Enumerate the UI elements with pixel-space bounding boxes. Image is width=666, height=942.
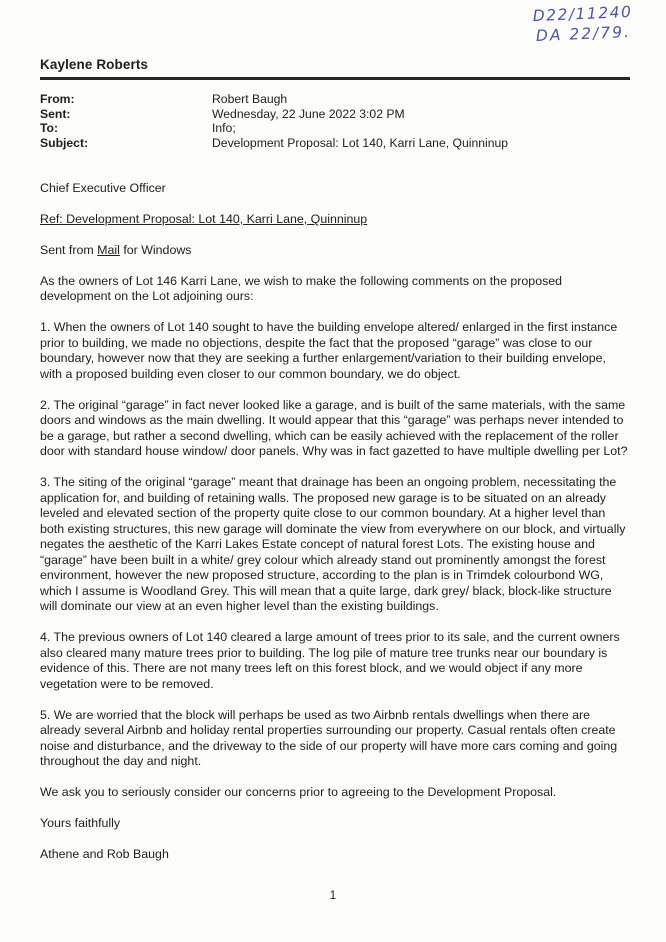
sent-from-prefix: Sent from: [40, 242, 98, 257]
to-value: Info;: [212, 121, 236, 136]
paragraph-point-1: 1. When the owners of Lot 140 sought to have the building envelope altered/ enlarged in the first instance prior to building, we made no objections, despite the fact that the proposed “garage” was close to our boundary, however now that they are seeking a further enlargement/variation to their building envelope, with a proposed building even closer to our common boundary, we do object.: [40, 320, 618, 381]
to-label: To:: [40, 121, 59, 136]
paragraph-point-4: 4. The previous owners of Lot 140 cleared a large amount of trees prior to its sale, and the current owners also cleared many mature trees prior to building. The log pile of mature tree trunks near our boundary is evidence of this. There are not many trees left on this forest block, and we would object if any more vegetation were to be removed.: [40, 630, 620, 691]
sent-from-line: [40, 243, 630, 259]
paragraph-point-3: 3. The siting of the original “garage” meant that drainage has been an ongoing problem, necessitating the application for, and building of retaining walls. The proposed new garage is to be situated on an already leveled and elevated section of the property quite close to our common boundary. At a higher level than both existing structures, this new garage will dominate the view from everywhere on our block, and virtually negates the aesthetic of the Karri Lakes Estate concept of natural forest Lots. The existing house and “garage” have been built in a white/ grey colour which already stand out prominently amongst the forest environment, however the new proposed structure, according to the plan is in Trimdek colourbond WG, which I assume is Woodland Grey. This will mean that a quite large, dark grey/ black, block-like structure will dominate our view at an even higher level than the existing buildings.: [40, 475, 626, 614]
closing: Yours faithfully: [40, 816, 121, 831]
salutation: Chief Executive Officer: [40, 180, 166, 195]
signature: Athene and Rob Baugh: [40, 847, 169, 862]
handwritten-reference-line2: DA 22/79.: [535, 22, 632, 46]
from-label: From:: [40, 92, 75, 106]
email-header-row-sent: [40, 107, 630, 122]
paragraph-intro: As the owners of Lot 146 Karri Lane, we wish to make the following comments on the proposed development on the Lot adjoining ours:: [40, 273, 563, 304]
mail-app-link: Mail: [97, 242, 120, 257]
paragraph-request: We ask you to seriously consider our concerns prior to agreeing to the Development Proposal.: [40, 785, 557, 800]
paragraph-point-5: 5. We are worried that the block will perhaps be used as two Airbnb rentals dwellings when there are already several Airbnb and holiday rental properties surrounding our property. Casual rentals often create noise and disturbance, and the driveway to the side of our property will have more cars coming and going throughout the day and night.: [40, 707, 618, 769]
page-number: 1: [329, 890, 337, 902]
email-header-row-to: [40, 121, 630, 136]
letter-body: [40, 181, 630, 863]
email-header-block: [40, 92, 630, 151]
handwritten-reference: [523, 1, 643, 46]
email-header-row-subject: [40, 136, 630, 151]
handwritten-reference-line1: D22/11240: [532, 2, 633, 26]
paragraph-point-2: 2. The original “garage” in fact never looked like a garage, and is built of the same materials, with the same doors and windows as the main dwelling. It would appear that this “garage” was perhaps never intended to be a garage, but rather a second dwelling, which can be easily achieved with the replacement of the roller door with standard house window/ door panels. Why was in fact gazetted to have multiple dwelling per Lot?: [40, 397, 628, 459]
from-value: Robert Baugh: [212, 92, 288, 106]
email-header-row-from: [40, 92, 630, 107]
ref-line-text: Ref: Development Proposal: Lot 140, Karri Lane, Quinninup: [40, 211, 368, 226]
ref-line: [40, 212, 630, 228]
subject-value: Development Proposal: Lot 140, Karri Lane, Quinninup: [212, 136, 509, 151]
recipient-name-heading: Kaylene Roberts: [40, 57, 630, 80]
sent-value: Wednesday, 22 June 2022 3:02 PM: [212, 106, 405, 121]
sent-from-suffix: for Windows: [119, 242, 192, 257]
sent-label: Sent:: [40, 106, 71, 121]
subject-label: Subject:: [40, 136, 89, 151]
